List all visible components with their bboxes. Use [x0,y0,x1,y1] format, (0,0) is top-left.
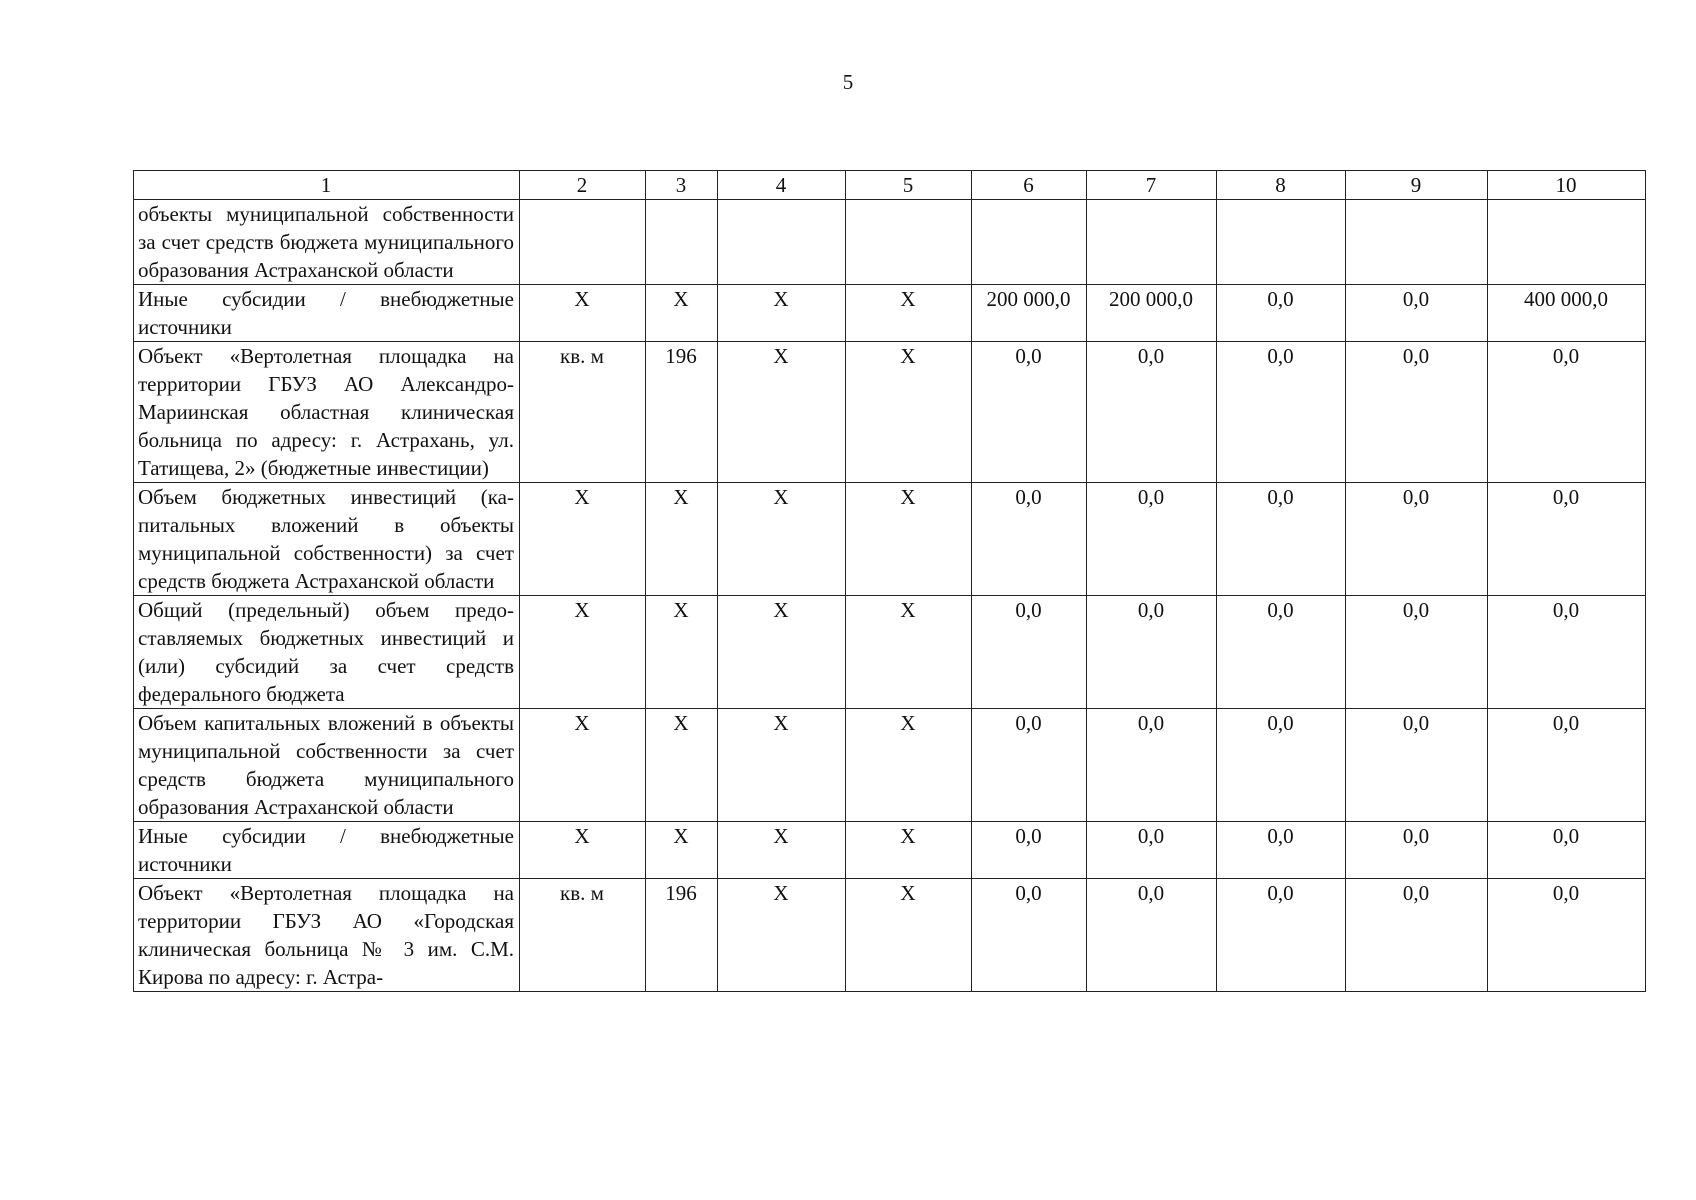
column-header: 1 [134,171,520,200]
table-cell: 0,0 [1217,822,1346,879]
table-cell: 0,0 [1087,822,1217,879]
table-row [134,285,1646,342]
table-cell: 0,0 [972,822,1087,879]
table-cell: Х [846,822,972,879]
column-header: 10 [1488,171,1646,200]
table-cell: Х [646,596,718,709]
table-cell: 0,0 [1488,342,1646,483]
table-cell: Х [520,822,646,879]
row-description: Объект «Вертолетная площадка на территории ГБУЗ АО Александро-Мариинская областная клиническая больница по адресу: г. Астрахань, ул. Татищева, 2» (бюджетные инвестиции) [134,342,520,483]
table-cell: Х [846,879,972,992]
column-header: 9 [1346,171,1488,200]
column-header: 7 [1087,171,1217,200]
table-cell: 0,0 [1087,342,1217,483]
table-cell: Х [718,342,846,483]
table-cell: Х [718,822,846,879]
table-cell: Х [718,879,846,992]
table-cell: 0,0 [972,483,1087,596]
table-cell [1087,200,1217,285]
table-row [134,822,1646,879]
table-cell: Х [846,709,972,822]
table-cell: 0,0 [1488,709,1646,822]
column-header: 4 [718,171,846,200]
table-cell: 0,0 [1346,879,1488,992]
table-row [134,200,1646,285]
table-cell: 0,0 [1346,822,1488,879]
table-row [134,709,1646,822]
table-cell: 0,0 [1488,822,1646,879]
column-header: 3 [646,171,718,200]
table-cell: Х [520,483,646,596]
table-cell: Х [520,596,646,709]
table-cell: 0,0 [1217,709,1346,822]
table-cell: 0,0 [1346,342,1488,483]
table-row [134,342,1646,483]
table-cell: 0,0 [1346,596,1488,709]
budget-table [133,170,1646,992]
table-cell: 0,0 [1346,483,1488,596]
row-description: Объект «Вертолетная площадка на территории ГБУЗ АО «Городская клиническая больница № 3 им. С.М. Кирова по адресу: г. Астра- [134,879,520,992]
table-cell: 0,0 [1087,879,1217,992]
row-description: объекты муниципальной собственности за счет средств бюджета муниципального образования Астраханской области [134,200,520,285]
table-cell: 196 [646,879,718,992]
table-cell: 200 000,0 [1087,285,1217,342]
table-cell: 0,0 [1087,483,1217,596]
table-cell: 0,0 [1087,596,1217,709]
table-cell: кв. м [520,879,646,992]
table-cell: 0,0 [972,596,1087,709]
table-cell [846,200,972,285]
table-cell: Х [520,285,646,342]
table-cell: 0,0 [1217,483,1346,596]
table-cell: 0,0 [1087,709,1217,822]
table-cell: Х [646,285,718,342]
page-number: 5 [842,70,854,94]
table-cell: Х [646,709,718,822]
table-cell: 0,0 [1217,285,1346,342]
row-description: Общий (предельный) объем предоставляемых бюджетных инвестиций и (или) субсидий за счет средств федерального бюджета [134,596,520,709]
row-description: Объем капитальных вложений в объекты муниципальной собственности за счет средств бюджета муниципального образования Астраханской области [134,709,520,822]
table-cell: 196 [646,342,718,483]
table-cell [646,200,718,285]
table-cell [520,200,646,285]
table-cell: Х [718,483,846,596]
table-cell: Х [718,596,846,709]
table-cell: 0,0 [972,879,1087,992]
table-cell: Х [846,342,972,483]
table-cell: 400 000,0 [1488,285,1646,342]
table-cell: 0,0 [1488,483,1646,596]
table-cell: 0,0 [1346,285,1488,342]
table-cell [972,200,1087,285]
table-cell: 200 000,0 [972,285,1087,342]
table-row [134,596,1646,709]
table-row [134,483,1646,596]
table-cell: кв. м [520,342,646,483]
table-cell: Х [646,822,718,879]
table-cell: 0,0 [1217,596,1346,709]
table-cell: Х [846,285,972,342]
table-cell [1346,200,1488,285]
table-cell: 0,0 [1346,709,1488,822]
column-header: 5 [846,171,972,200]
table-cell [1217,200,1346,285]
row-description: Иные субсидии / внебюджетные источники [134,822,520,879]
table-cell: Х [846,596,972,709]
row-description: Иные субсидии / внебюджетные источники [134,285,520,342]
table-cell: 0,0 [972,342,1087,483]
column-header: 2 [520,171,646,200]
column-header: 6 [972,171,1087,200]
table-cell: 0,0 [1488,596,1646,709]
table-cell: 0,0 [1217,342,1346,483]
table-cell: Х [718,709,846,822]
row-description: Объем бюджетных инвестиций (капитальных вложений в объекты муниципальной собственности) за счет средств бюджета Астраханской области [134,483,520,596]
table-cell: 0,0 [1488,879,1646,992]
table-row [134,879,1646,992]
table-cell [1488,200,1646,285]
table-cell: 0,0 [1217,879,1346,992]
table-cell: Х [718,285,846,342]
table-cell: Х [520,709,646,822]
column-number-row [134,171,1646,200]
table-cell: 0,0 [972,709,1087,822]
table-cell [718,200,846,285]
table-cell: Х [646,483,718,596]
table-cell: Х [846,483,972,596]
column-header: 8 [1217,171,1346,200]
